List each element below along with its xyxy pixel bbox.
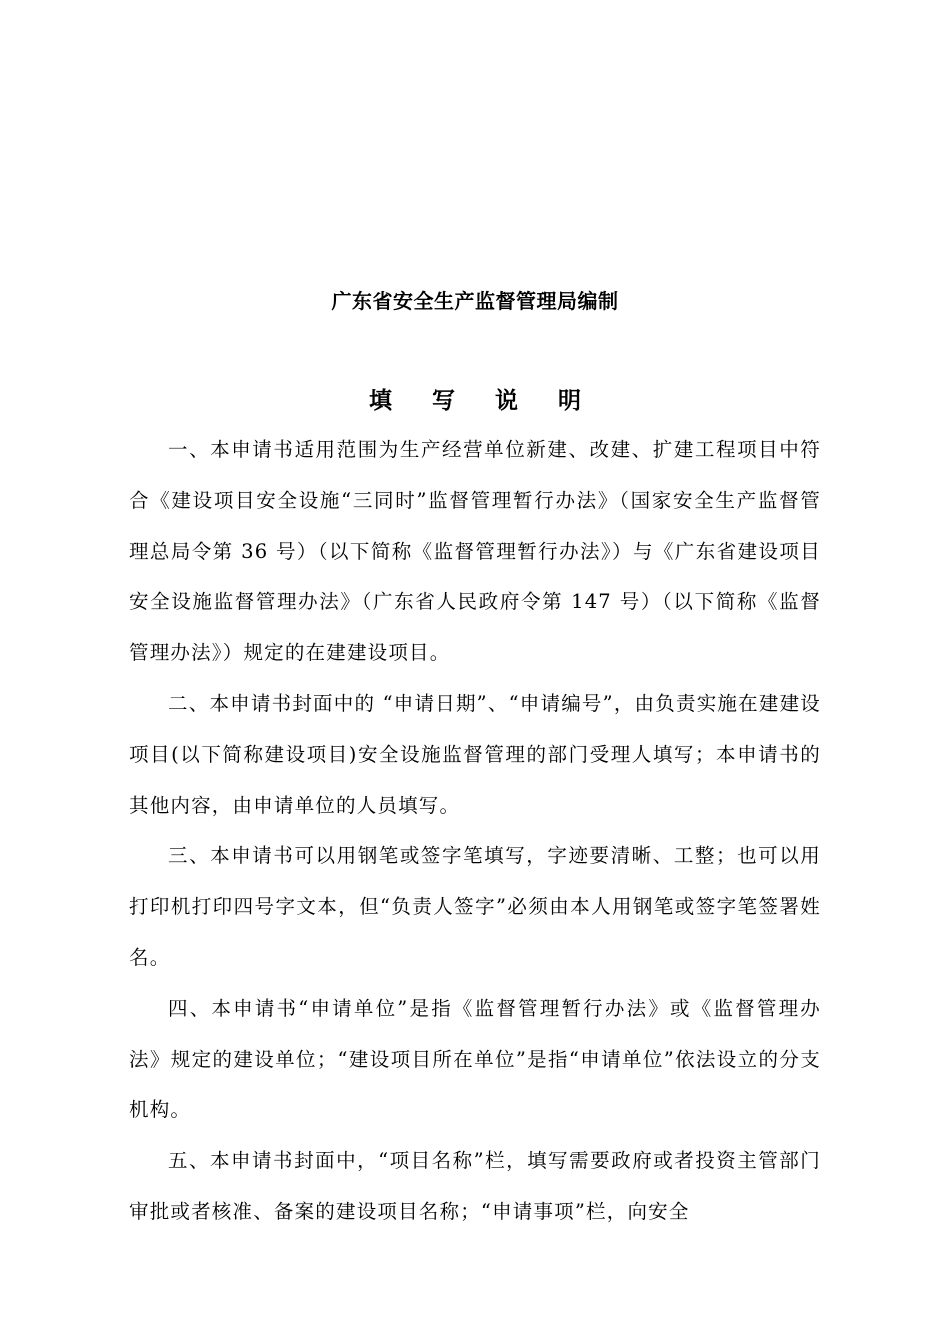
compiler-organization: 广东省安全生产监督管理局编制	[331, 289, 619, 313]
instruction-paragraph-1: 一、本申请书适用范围为生产经营单位新建、改建、扩建工程项目中符合《建设项目安全设施“三同时”监督管理暂行办法》（国家安全生产监督管理总局令第 36 号）（以下简称《监督管理暂行办法》）与《广东省建设项目安全设施监督管理办法》（广东省人民政府令第 147 号）（以下简称《监督管理办法》）规定的在建建设项目。	[129, 438, 821, 665]
instruction-paragraph-2: 二、本申请书封面中的 “申请日期”、“申请编号”，由负责实施在建建设项目(以下简称建设项目)安全设施监督管理的部门受理人填写；本申请书的其他内容，由申请单位的人员填写。	[129, 691, 821, 817]
instruction-paragraph-3: 三、本申请书可以用钢笔或签字笔填写，字迹要清晰、工整；也可以用打印机打印四号字文本，但“负责人签字”必须由本人用钢笔或签字笔签署姓名。	[129, 844, 821, 969]
instructions-body	[129, 425, 821, 1238]
section-heading: 填 写 说 明	[368, 388, 598, 414]
instruction-paragraph-4: 四、本申请书“申请单位”是指《监督管理暂行办法》或《监督管理办法》规定的建设单位；“建设项目所在单位”是指“申请单位”依法设立的分支机构。	[129, 996, 821, 1122]
instruction-paragraph-5: 五、本申请书封面中，“项目名称”栏，填写需要政府或者投资主管部门审批或者核准、备案的建设项目名称；“申请事项”栏，向安全	[129, 1149, 821, 1223]
